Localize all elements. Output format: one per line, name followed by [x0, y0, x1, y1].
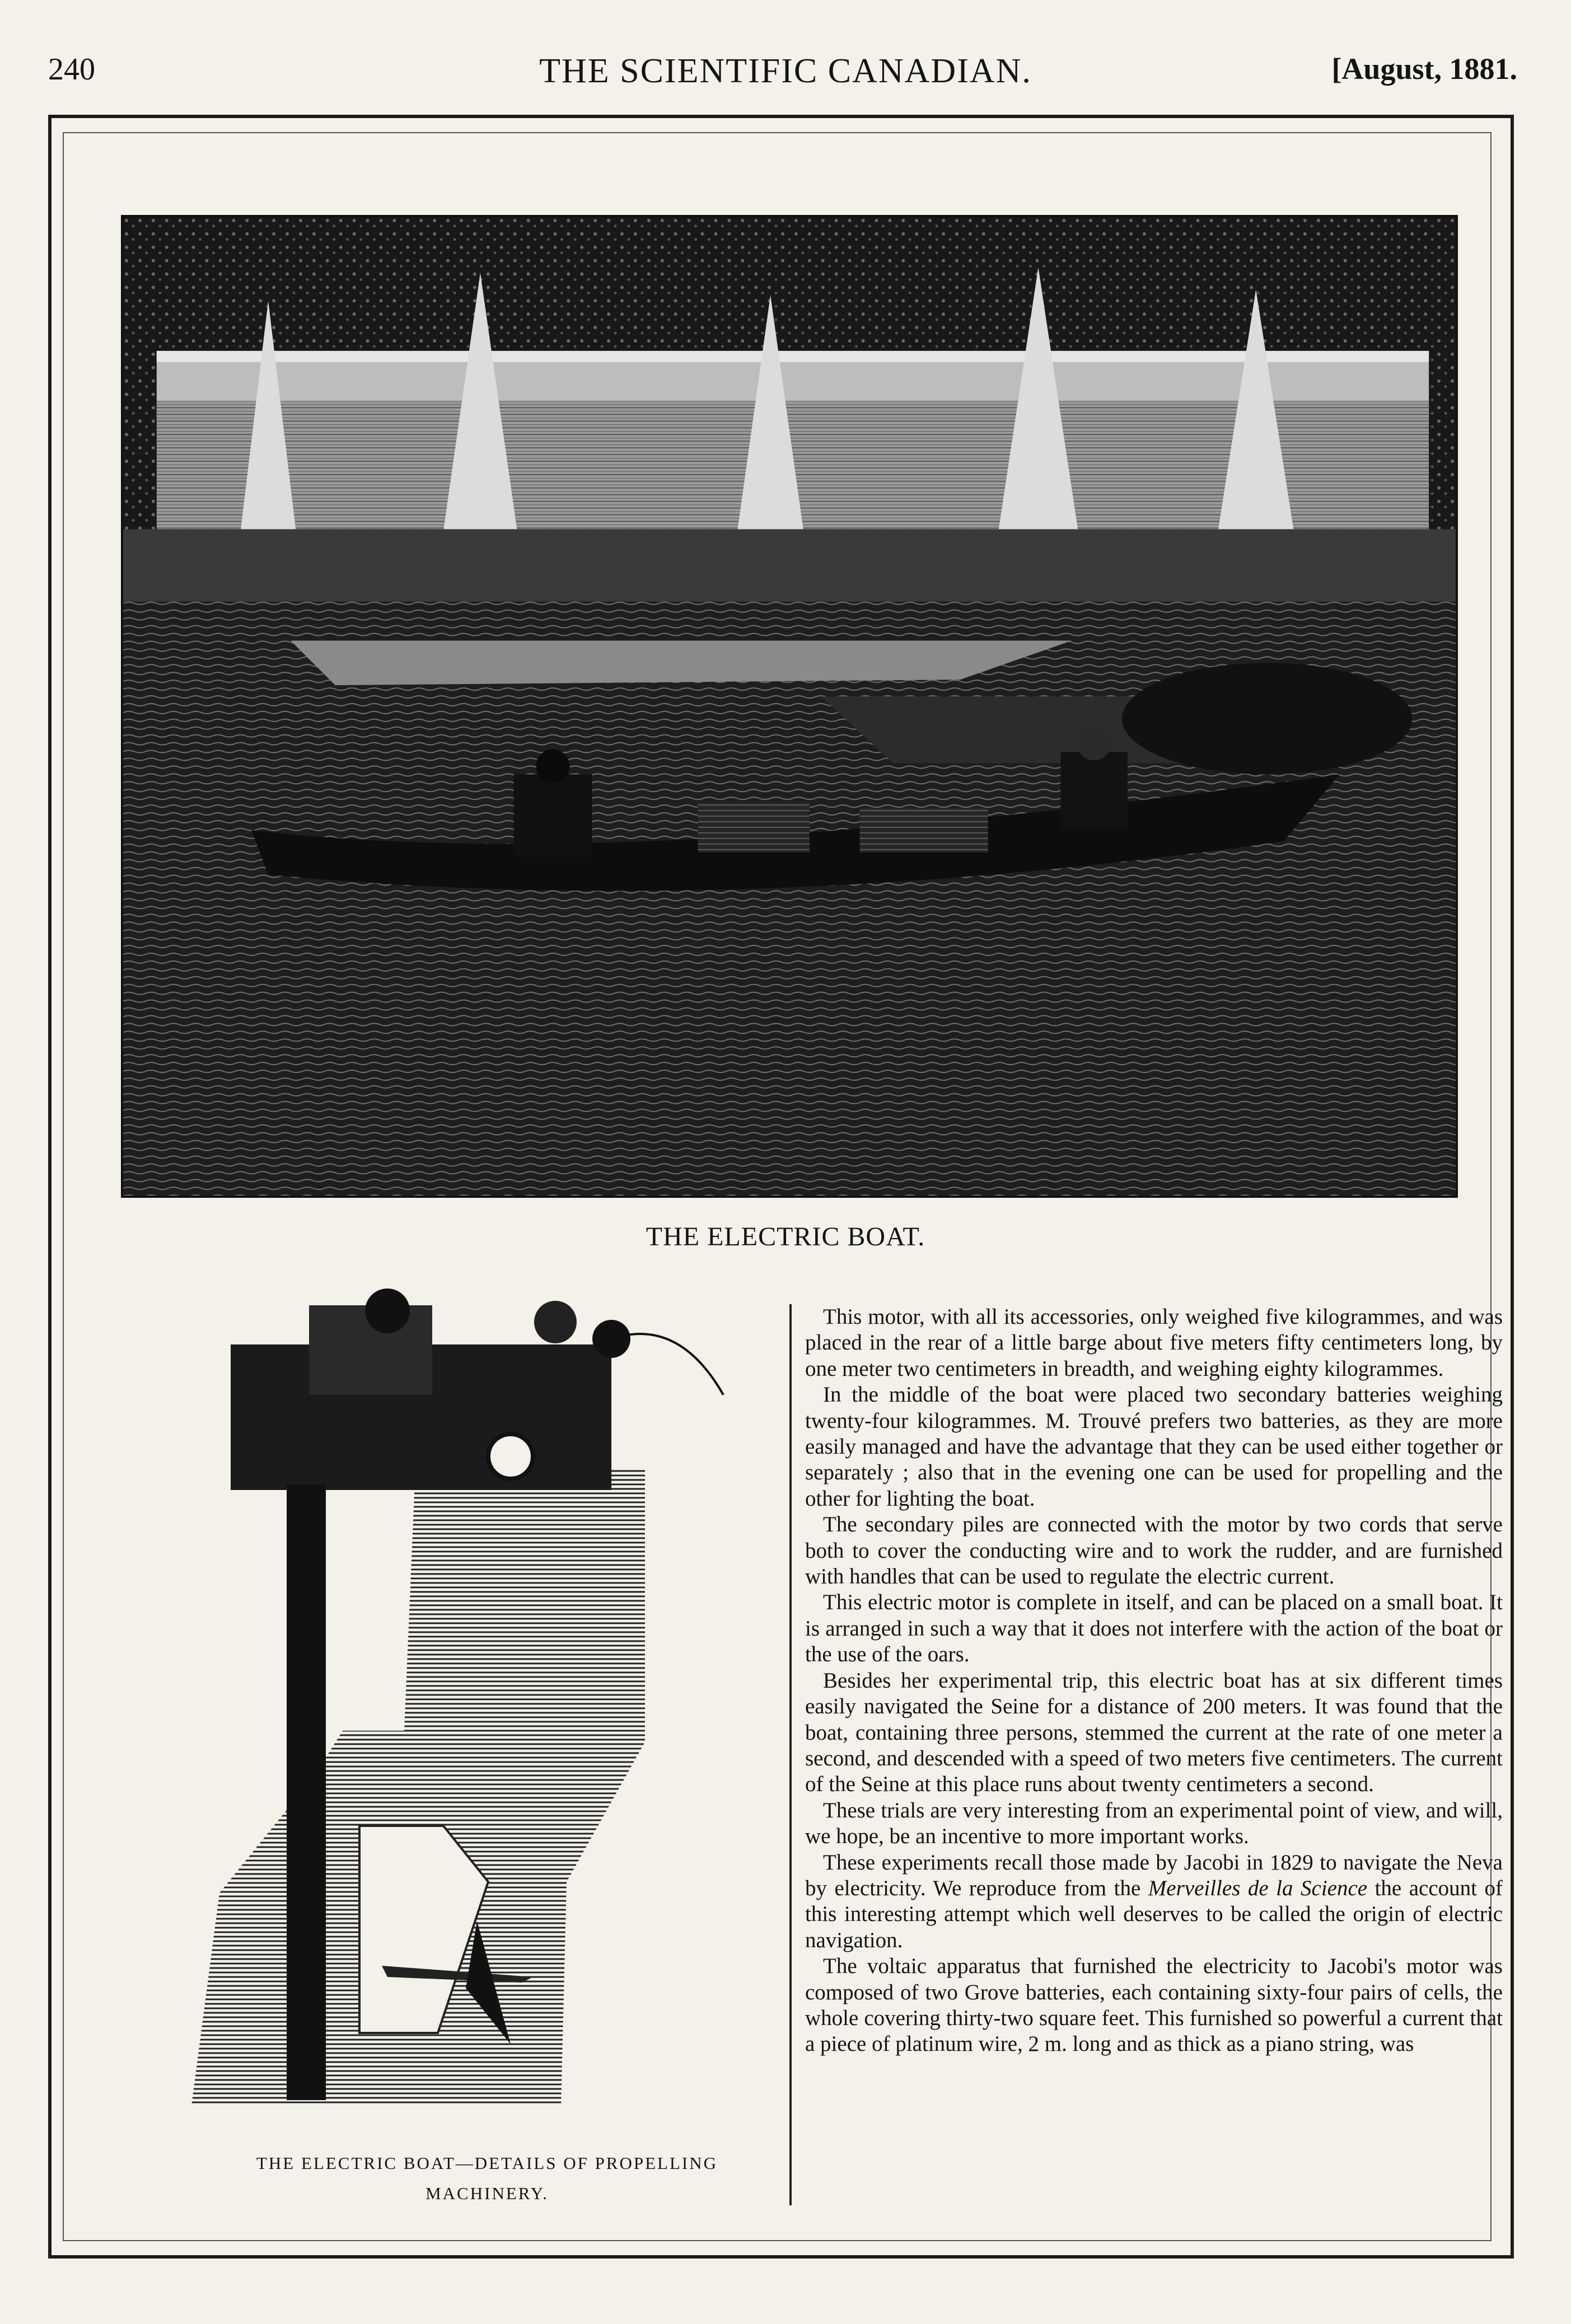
article-paragraph: The secondary piles are connected with the motor by two cords that serve both to cover the conducting wire and to work the rudder, and are furnished with handles that can be used to regulate the electric current. [805, 1512, 1503, 1589]
article-paragraph: These trials are very interesting from an experimental point of view, and will, we hope, be an incentive to more important works. [805, 1798, 1503, 1849]
column-rule [789, 1304, 792, 2205]
paragraph-text: the account of this interesting attempt which well deserves to be called the origin of electric navigation. [805, 1876, 1503, 1952]
paragraph-text: These experiments recall those made by Jacobi in 1829 to navigate the Neva by electricity. We reproduce from the [805, 1850, 1503, 1900]
machinery-caption-line1: THE ELECTRIC BOAT—DETAILS OF PROPELLING [256, 2153, 718, 2173]
issue-date: [August, 1881. [1331, 52, 1517, 86]
propelling-machinery-illustration [175, 1249, 763, 2122]
article-paragraph: The voltaic apparatus that furnished the electricity to Jacobi's motor was composed of two Grove batteries, each containing sixty-four pairs of cells, the whole covering thirty-two square feet. This furnished so powerful a current that a piece of platinum wire, 2 m. long and as thick as a piano string, was [805, 1954, 1503, 2056]
article-paragraph: This electric motor is complete in itself, and can be placed on a small boat. It is arranged in such a way that it does not interfere with the action of the boat or the use of the oars. [805, 1590, 1503, 1667]
article-paragraph: This motor, with all its accessories, only weighed five kilogrammes, and was placed in the rear of a little barge about five meters fifty centimeters long, by one meter two centimeters in breadth, and weighing eighty kilogrammes. [805, 1305, 1503, 1381]
electric-boat-engraving [121, 215, 1458, 1198]
article-paragraph: In the middle of the boat were placed two secondary batteries weighing twenty-four kilogrammes. M. Trouvé prefers two batteries, as they are more easily managed and have the advantage that they can be used either together or separately ; also that in the evening one can be used for propelling and the other for lighting the boat. [805, 1383, 1503, 1511]
page-header [0, 51, 1571, 96]
article-paragraph [805, 1850, 1503, 1954]
article-paragraph: Besides her experimental trip, this electric boat has at six different times easily navigated the Seine for a distance of 200 meters. It was found that the boat, containing three persons, stemmed the current at the rate of one meter a second, and descended with a speed of two meters five centimeters. The current of the Seine at this place runs about twenty centimeters a second. [805, 1668, 1503, 1797]
main-figure-caption: THE ELECTRIC BOAT. [646, 1222, 925, 1252]
masthead: THE SCIENTIFIC CANADIAN. [539, 52, 1032, 90]
machinery-figure-caption [168, 2148, 806, 2209]
article-column [805, 1304, 1503, 2233]
machinery-caption-line2: MACHINERY. [426, 2184, 549, 2203]
page-number: 240 [48, 52, 95, 87]
book-title: Merveilles de la Science [1148, 1876, 1368, 1900]
